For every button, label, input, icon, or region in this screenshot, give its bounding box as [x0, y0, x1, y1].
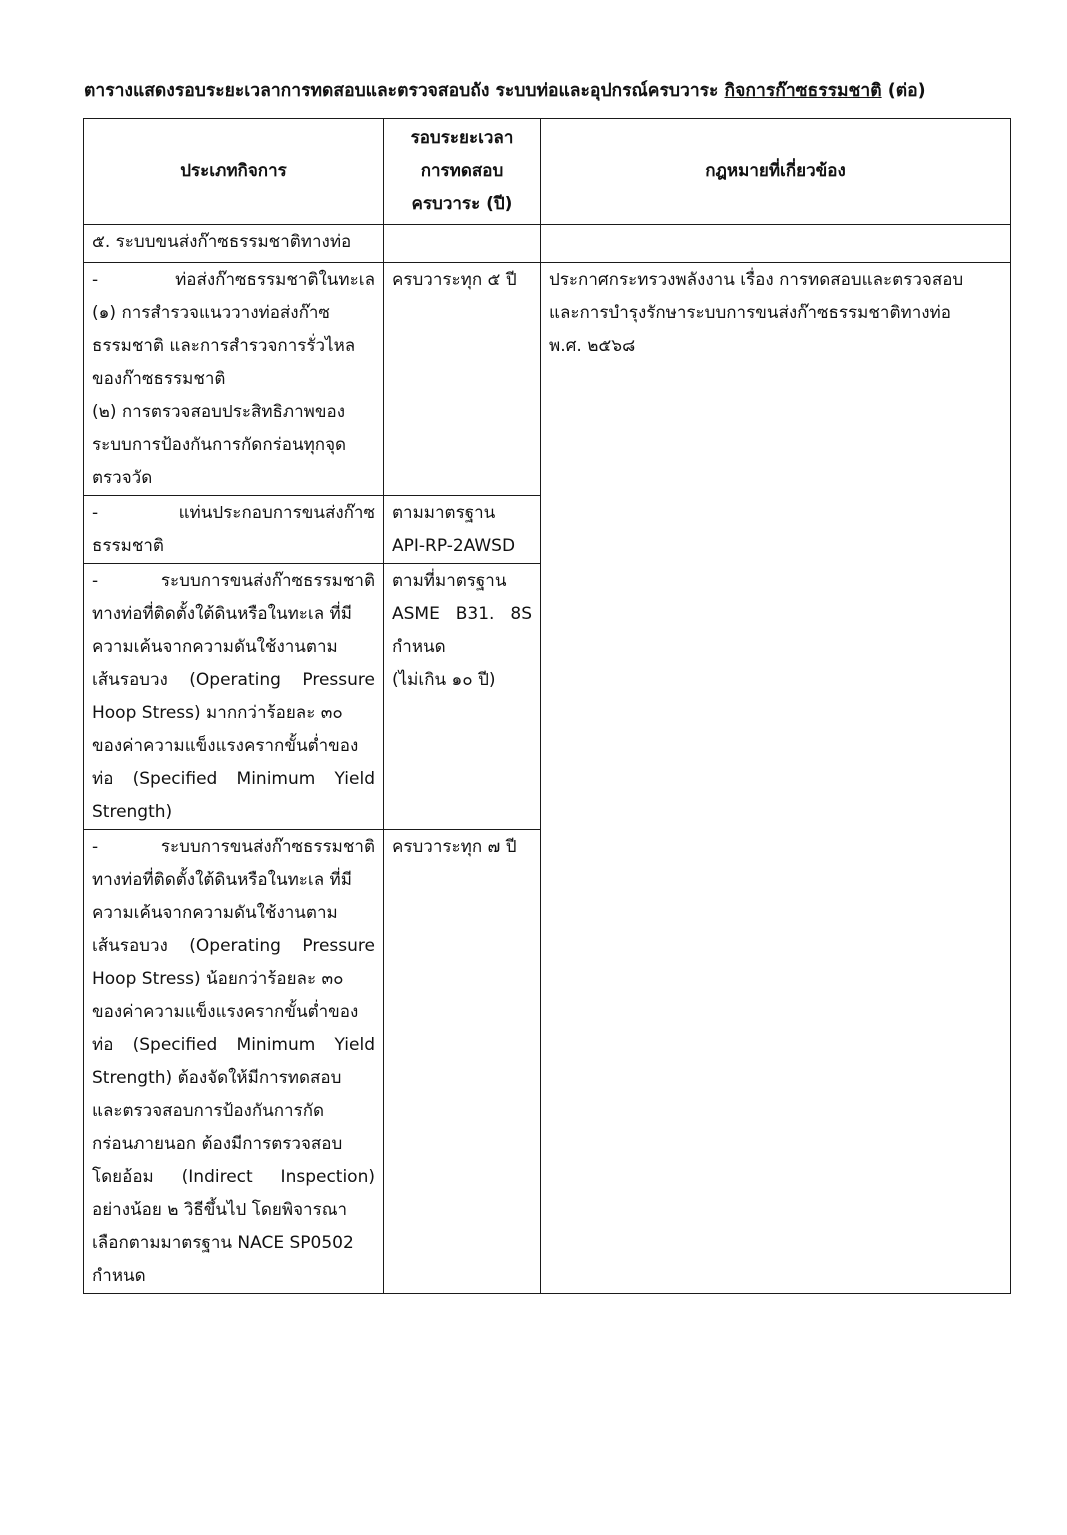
section-period-empty [384, 225, 541, 263]
type-line: ท่อ (Specified Minimum Yield [92, 1035, 375, 1055]
type-line: ของค่าความแข็งแรงครากขั้นต่ำของ [92, 736, 359, 756]
row-1-type [84, 263, 384, 496]
law-line: พ.ศ. ๒๕๖๘ [549, 336, 636, 356]
type-line: ของค่าความแข็งแรงครากขั้นต่ำของ [92, 1002, 359, 1022]
type-line: ธรรมชาติ [92, 536, 164, 556]
type-line: - ท่อส่งก๊าซธรรมชาติในทะเล [92, 270, 375, 290]
type-line: - แท่นประกอบการขนส่งก๊าซ [92, 503, 375, 523]
title-prefix: ตารางแสดงรอบระยะเวลาการทดสอบและตรวจสอบถัง ระบบท่อและอุปกรณ์ครบวาระ [84, 81, 719, 101]
title-suffix: (ต่อ) [887, 81, 926, 101]
period-line: ตามที่มาตรฐาน [392, 571, 507, 591]
header-row [84, 119, 1011, 225]
type-line: Strength) [92, 802, 173, 822]
period-line: API-RP-2AWSD [392, 536, 516, 556]
section-title: ๕. ระบบขนส่งก๊าซธรรมชาติทางท่อ [84, 225, 384, 263]
type-line: ความเค้นจากความดันใช้งานตาม [92, 637, 338, 657]
type-line: อย่างน้อย ๒ วิธีขึ้นไป โดยพิจารณา [92, 1200, 348, 1220]
type-line: โดยอ้อม (Indirect Inspection) [92, 1167, 375, 1187]
type-line: ท่อ (Specified Minimum Yield [92, 769, 375, 789]
period-line: ASME B31. 8S [392, 604, 532, 624]
related-law-cell [541, 263, 1011, 1294]
type-line: และตรวจสอบการป้องกันการกัด [92, 1101, 325, 1121]
document-title [84, 76, 1014, 106]
type-line: Hoop Stress) มากกว่าร้อยละ ๓๐ [92, 703, 343, 723]
type-line: ตรวจวัด [92, 468, 153, 488]
period-line: (ไม่เกิน ๑๐ ปี) [392, 670, 496, 690]
type-line: ทางท่อที่ติดตั้งใต้ดินหรือในทะเล ที่มี [92, 870, 352, 890]
type-line: (๑) การสำรวจแนววางท่อส่งก๊าซ [92, 303, 330, 323]
law-line: และการบำรุงรักษาระบบการขนส่งก๊าซธรรมชาติทางท่อ [549, 303, 951, 323]
type-line: ระบบการป้องกันการกัดกร่อนทุกจุด [92, 435, 347, 455]
law-line: ประกาศกระทรวงพลังงาน เรื่อง การทดสอบและตรวจสอบ [549, 270, 964, 290]
header-period-line: ครบวาระ (ปี) [411, 194, 513, 214]
header-period-line: การทดสอบ [420, 161, 504, 181]
period-line: ตามมาตรฐาน [392, 503, 496, 523]
type-line: ความเค้นจากความดันใช้งานตาม [92, 903, 338, 923]
row-3-period [384, 564, 541, 830]
type-line: - ระบบการขนส่งก๊าซธรรมชาติ [92, 571, 375, 591]
row-4-type [84, 830, 384, 1294]
type-line: Hoop Stress) น้อยกว่าร้อยละ ๓๐ [92, 969, 344, 989]
header-business-type: ประเภทกิจการ [84, 119, 384, 225]
row-3-type [84, 564, 384, 830]
row-4-period [384, 830, 541, 1294]
header-related-law: กฎหมายที่เกี่ยวข้อง [541, 119, 1011, 225]
type-line: เส้นรอบวง (Operating Pressure [92, 670, 375, 690]
period-line: ครบวาระทุก ๗ ปี [392, 837, 517, 857]
header-period-line: รอบระยะเวลา [410, 128, 514, 148]
type-line: เลือกตามมาตรฐาน NACE SP0502 [92, 1233, 354, 1253]
type-line: กร่อนภายนอก ต้องมีการตรวจสอบ [92, 1134, 343, 1154]
type-line: ของก๊าซธรรมชาติ [92, 369, 226, 389]
table-row [84, 263, 1011, 496]
period-line: กำหนด [392, 637, 446, 657]
type-line: กำหนด [92, 1266, 146, 1286]
type-line: - ระบบการขนส่งก๊าซธรรมชาติ [92, 837, 375, 857]
header-period [384, 119, 541, 225]
section-law-empty [541, 225, 1011, 263]
type-line: (๒) การตรวจสอบประสิทธิภาพของ [92, 402, 345, 422]
type-line: Strength) ต้องจัดให้มีการทดสอบ [92, 1068, 342, 1088]
section-row [84, 225, 1011, 263]
row-2-period [384, 496, 541, 564]
period-line: ครบวาระทุก ๕ ปี [392, 270, 517, 290]
row-2-type [84, 496, 384, 564]
title-underlined: กิจการก๊าซธรรมชาติ [724, 81, 882, 101]
row-1-period [384, 263, 541, 496]
type-line: ทางท่อที่ติดตั้งใต้ดินหรือในทะเล ที่มี [92, 604, 352, 624]
type-line: ธรรมชาติ และการสำรวจการรั่วไหล [92, 336, 356, 356]
inspection-table [83, 118, 1011, 1294]
type-line: เส้นรอบวง (Operating Pressure [92, 936, 375, 956]
